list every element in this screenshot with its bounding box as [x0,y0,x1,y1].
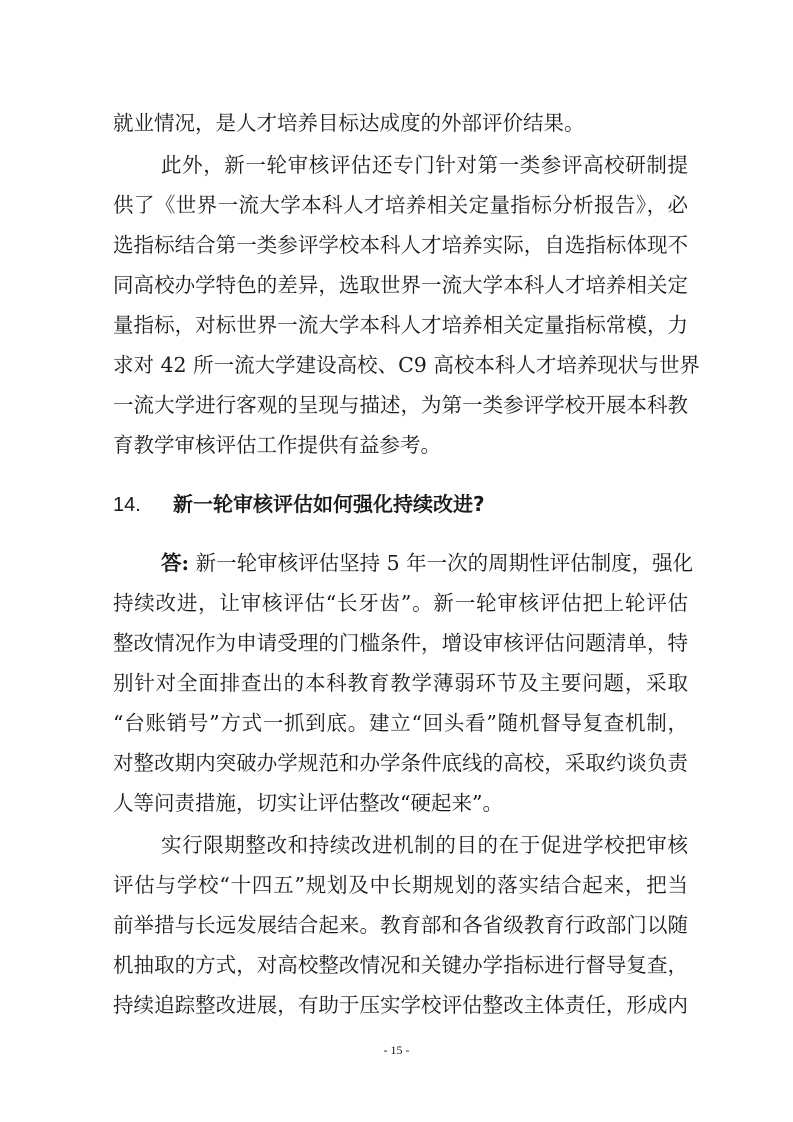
text-line: 整改情况作为申请受理的门槛条件，增设审核评估问题清单，特 [113,631,688,655]
text-line: 机抽取的方式，对高校整改情况和关键办学指标进行督导复查， [113,953,688,977]
text-line: 同高校办学特色的差异，选取世界一流大学本科人才培养相关定 [113,273,688,297]
text-line: 持续改进，让审核评估“长牙齿”。新一轮审核评估把上轮评估 [113,591,688,615]
text-line: 一流大学进行客观的呈现与描述，为第一类参评学校开展本科教 [113,393,688,417]
text-line: 供了《世界一流大学本科人才培养相关定量指标分析报告》，必 [113,193,688,217]
text-line: 对整改期内突破办学规范和办学条件底线的高校，采取约谈负责 [113,751,688,775]
section-heading [113,489,688,519]
text-line: 评估与学校“十四五”规划及中长期规划的落实结合起来，把当 [113,873,688,897]
text-line: 选指标结合第一类参评学校本科人才培养实际，自选指标体现不 [113,233,688,257]
answer-first-line [161,549,694,577]
text-line: 此外，新一轮审核评估还专门针对第一类参评高校研制提 [161,153,688,177]
answer-label: 答: [161,551,190,575]
page-number: - 15 - [383,1043,410,1057]
text-line: 人等问责措施，切实让评估整改“硬起来”。 [113,791,503,815]
text-line: 持续追踪整改进展，有助于压实学校评估整改主体责任，形成内 [113,993,688,1017]
text-line: 实行限期整改和持续改进机制的目的在于促进学校把审核 [161,833,688,857]
text-line: “台账销号”方式一抓到底。建立“回头看”随机督导复查机制， [113,711,688,735]
text-line: 前举措与长远发展结合起来。教育部和各省级教育行政部门以随 [113,913,688,937]
text-line: 量指标，对标世界一流大学本科人才培养相关定量指标常模，力 [113,313,688,337]
text-line: 别针对全面排查出的本科教育教学薄弱环节及主要问题，采取 [113,671,688,695]
text-line: 育教学审核评估工作提供有益参考。 [113,433,441,457]
text-line: 就业情况，是人才培养目标达成度的外部评价结果。 [113,111,585,135]
section-number: 14. [113,494,141,516]
section-title: 新一轮审核评估如何强化持续改进? [173,492,485,516]
text-line: 求对 42 所一流大学建设高校、C9 高校本科人才培养现状与世界 [113,353,700,377]
answer-text: 新一轮审核评估坚持 5 年一次的周期性评估制度，强化 [189,551,694,575]
